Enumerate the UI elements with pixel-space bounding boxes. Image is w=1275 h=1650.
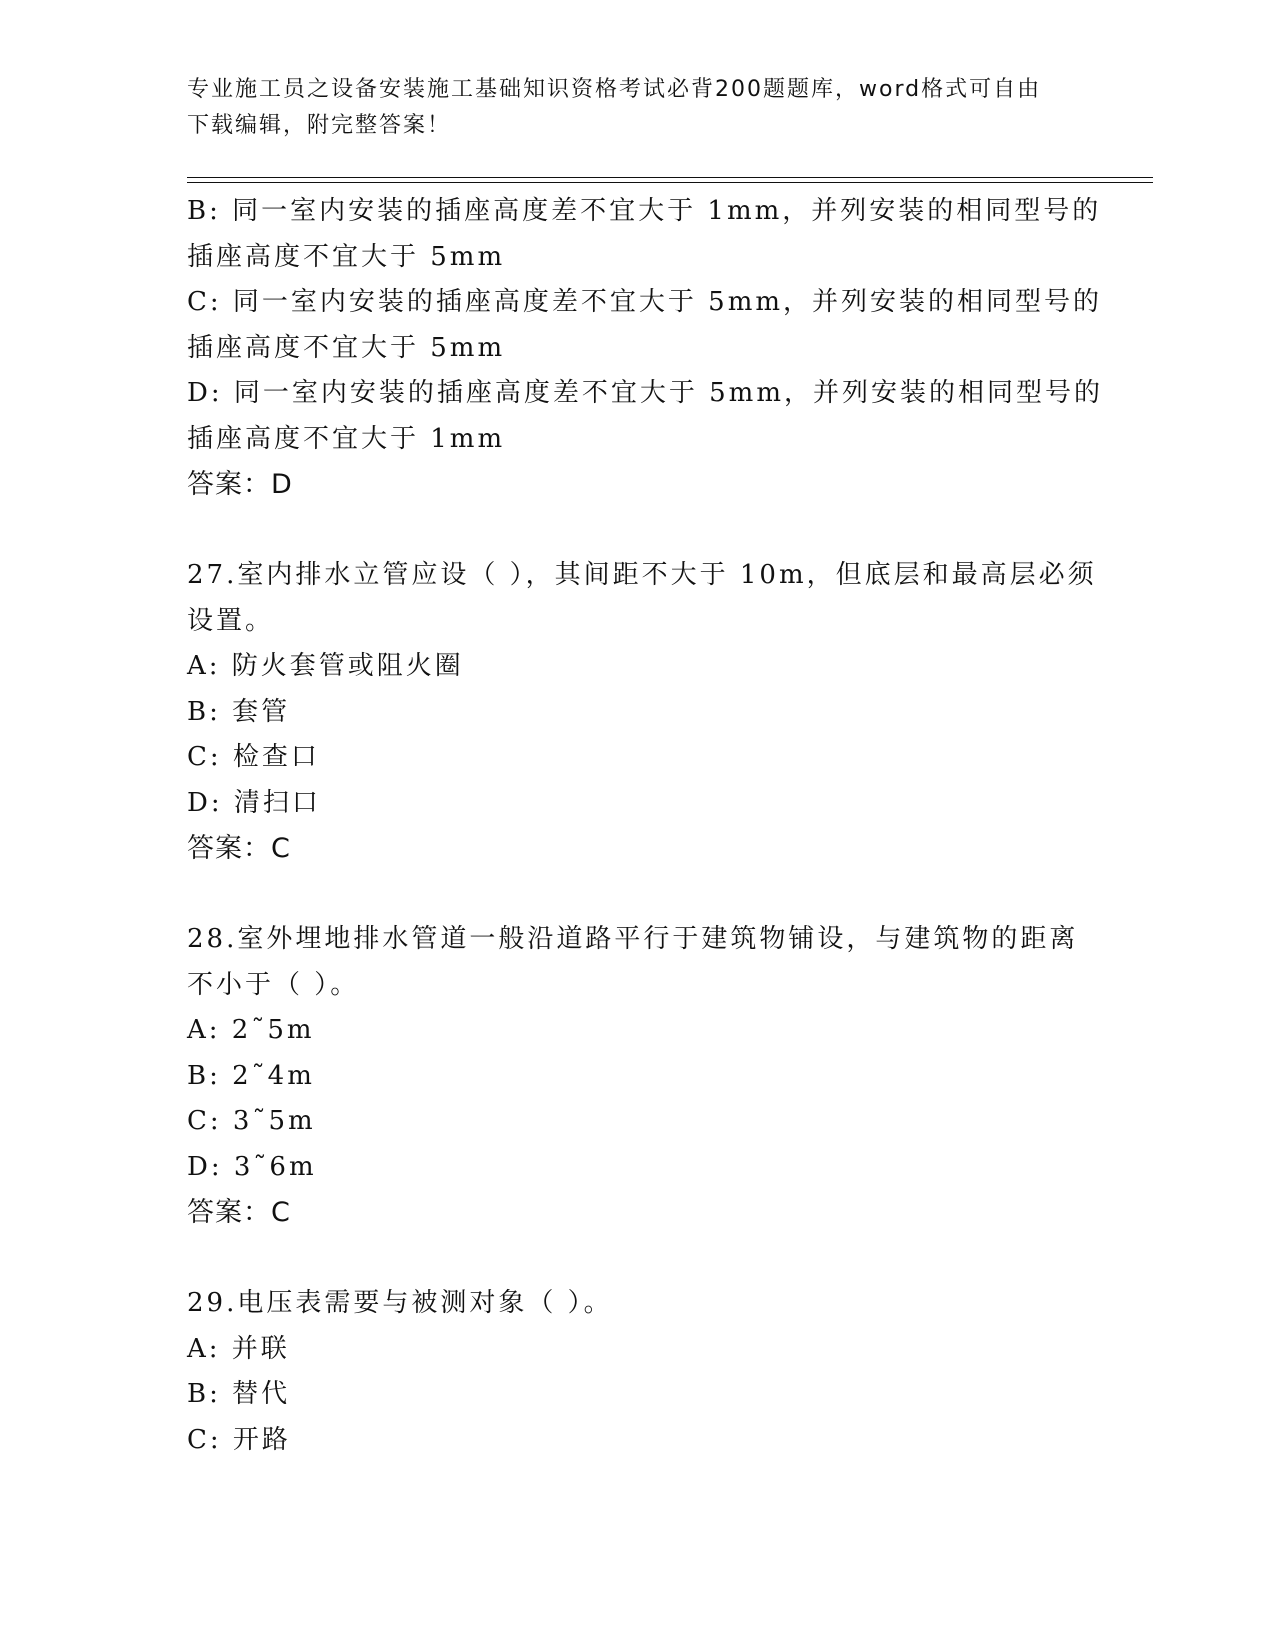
option-a: A: 防火套管或阻火圈 [187,651,464,681]
header-rule-bottom [187,182,1153,183]
option-d: D: 3˜6m [187,1151,317,1182]
question-list [187,189,1103,1463]
header-rule-top [187,177,1153,178]
option-line: C: 同一室内安装的插座高度差不宜大于 5mm，并列安装的相同型号的 [187,287,1103,317]
option-line: 插座高度不宜大于 5mm [187,332,506,363]
option-c: C: 3˜5m [187,1106,316,1136]
question-stem: 不小于（ ）。 [187,969,360,1000]
option-c: C: 检查口 [187,742,320,772]
option-b: B: 2˜4m [187,1060,315,1091]
option-a: A: 并联 [187,1333,290,1364]
answer-line: 答案：C [187,833,291,864]
question-28 [187,917,1087,1236]
answer-line: 答案：C [187,1197,291,1228]
question-stem: 27.室内排水立管应设（ ），其间距不大于 10m，但底层和最高层必须 [187,560,1097,590]
option-a: A: 2˜5m [187,1015,315,1045]
question-stem: 设置。 [187,605,275,636]
question-27 [187,553,1097,872]
option-line: 插座高度不宜大于 5mm [187,241,506,272]
option-d: D: 清扫口 [187,787,321,818]
header-line-2: 下载编辑，附完整答案！ [187,113,452,138]
question-29 [187,1281,1087,1463]
question-26-continued [187,189,1103,508]
option-line: B: 同一室内安装的插座高度差不宜大于 1mm，并列安装的相同型号的 [187,196,1102,226]
question-stem: 28.室外埋地排水管道一般沿道路平行于建筑物铺设，与建筑物的距离 [187,924,1079,954]
header-line-1: 专业施工员之设备安装施工基础知识资格考试必背200题题库，word格式可自由 [187,77,1042,102]
question-stem: 29.电压表需要与被测对象（ ）。 [187,1288,613,1318]
answer-line: 答案：D [187,469,293,500]
option-line: 插座高度不宜大于 1mm [187,423,506,454]
option-b: B: 替代 [187,1379,291,1409]
option-b: B: 套管 [187,696,291,727]
option-line: D: 同一室内安装的插座高度差不宜大于 5mm，并列安装的相同型号的 [187,378,1103,408]
document-header [187,72,1067,144]
option-c: C: 开路 [187,1424,291,1455]
